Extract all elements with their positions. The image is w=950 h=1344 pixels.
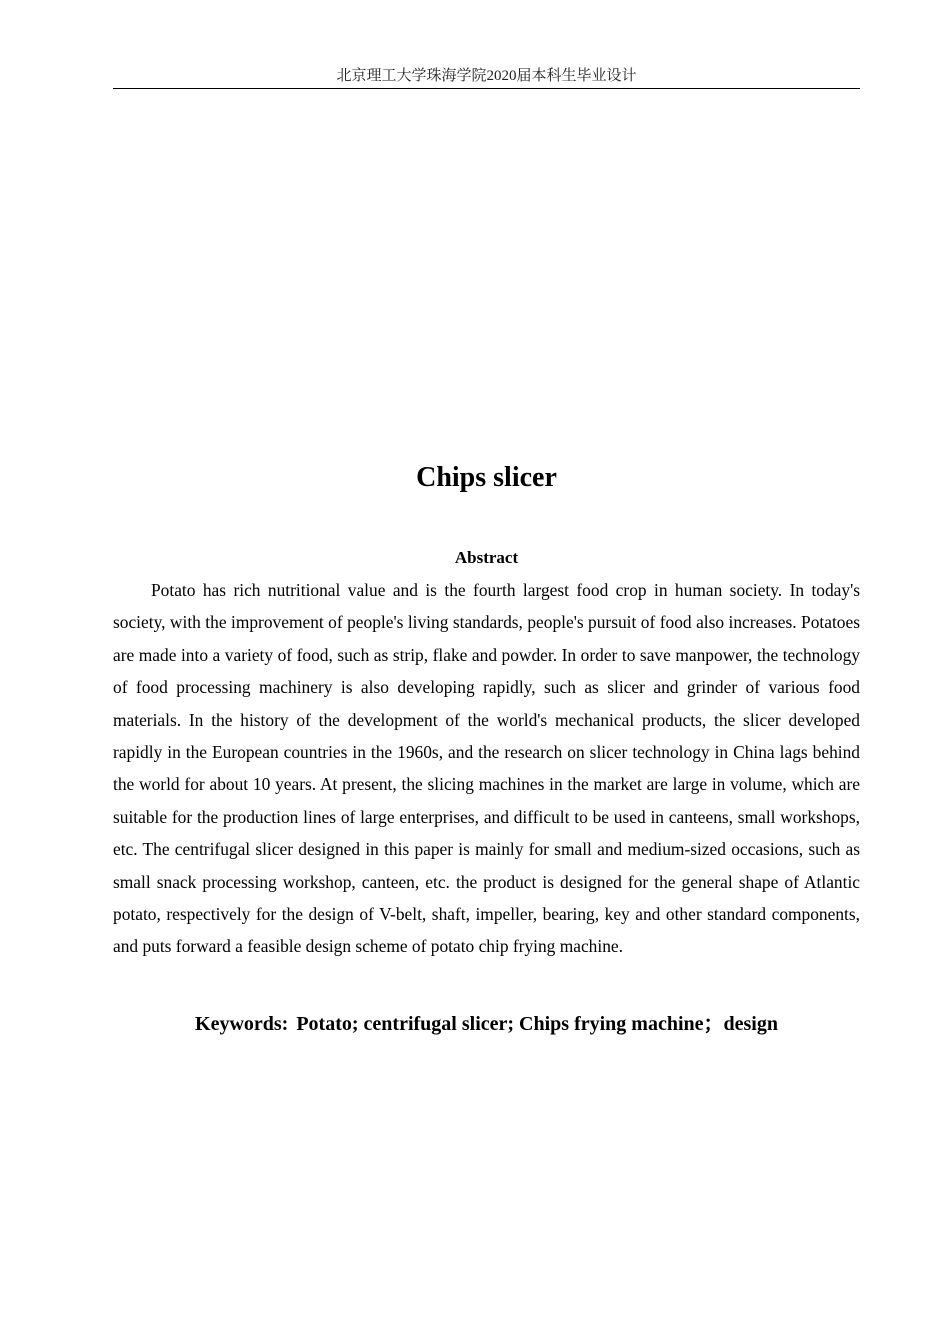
keywords-line	[113, 1009, 860, 1039]
abstract-heading: Abstract	[454, 548, 519, 567]
keywords-list: Potato; centrifugal slicer; Chips frying machine；design	[296, 1013, 778, 1035]
header-divider	[113, 88, 860, 89]
abstract-paragraph: Potato has rich nutritional value and is the fourth largest food crop in human society. In today's society, with the improvement of people's living standards, people's pursuit of food also increases. Potatoes are made into a variety of food, such as strip, flake and powder. In order to save manpower, the technology of food processing machinery is also developing rapidly, such as slicer and grinder of various food materials. In the history of the development of the world's mechanical products, the slicer developed rapidly in the European countries in the 1960s, and the research on slicer technology in China lags behind the world for about 10 years. At present, the slicing machines in the market are large in volume, which are suitable for the production lines of large enterprises, and difficult to be used in canteens, small workshops, etc. The centrifugal slicer designed in this paper is mainly for small and medium-sized occasions, such as small snack processing workshop, canteen, etc. the product is designed for the general shape of Atlantic potato, respectively for the design of V-belt, shaft, impeller, bearing, key and other standard components, and puts forward a feasible design scheme of potato chip frying machine.	[113, 580, 860, 957]
document-title: Chips slicer	[416, 462, 557, 493]
keywords-label: Keywords:	[195, 1013, 289, 1035]
running-header: 北京理工大学珠海学院2020届本科生毕业设计	[336, 68, 637, 84]
